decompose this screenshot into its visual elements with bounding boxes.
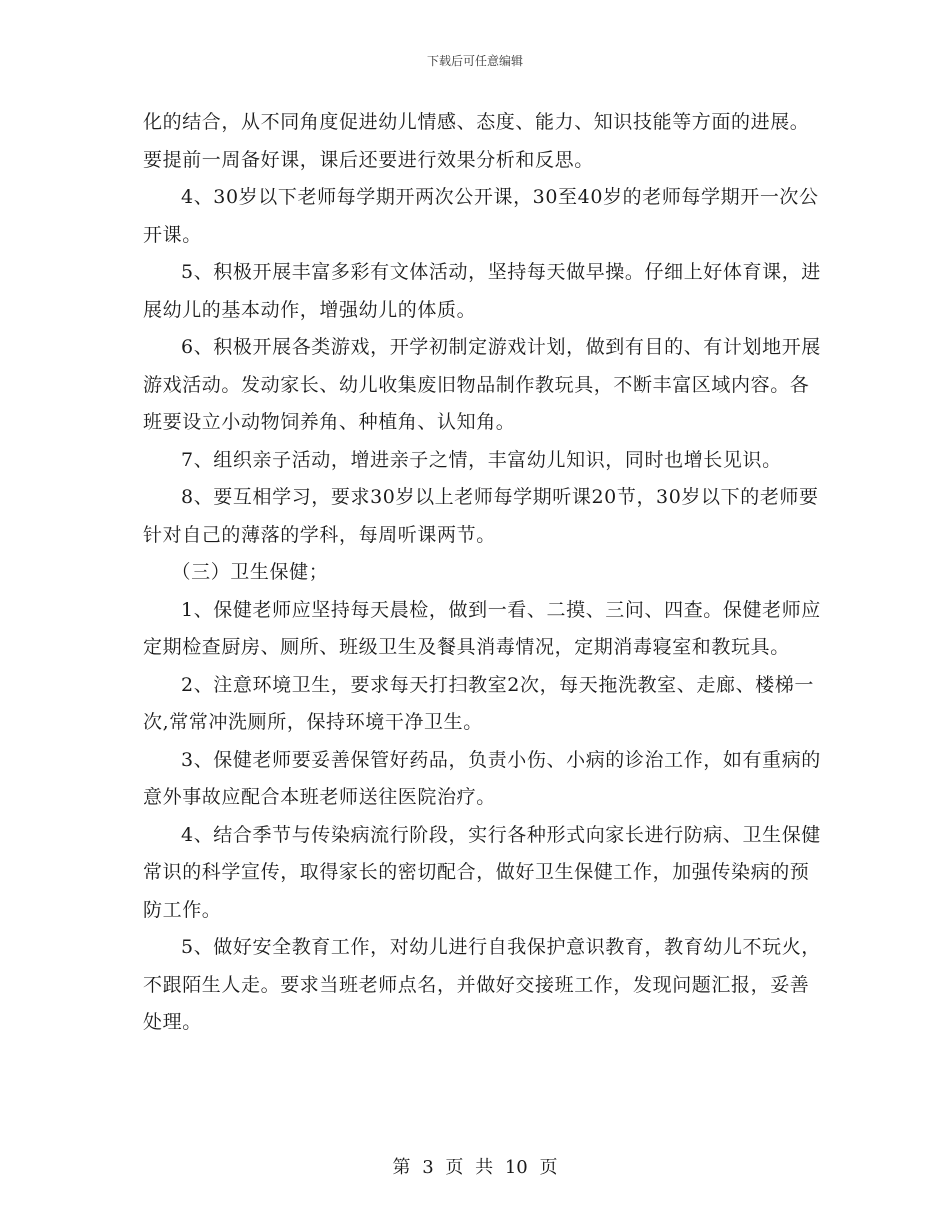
- paragraph-item-4-open-class: 4、30岁以下老师每学期开两次公开课，30至40岁的老师每学期开一次公开课。: [143, 186, 819, 246]
- paragraph-item-6-games: 6、积极开展各类游戏，开学初制定游戏计划，做到有目的、有计划地开展游戏活动。发动家长、幼儿收集废旧物品制作教玩具，不断丰富区域内容。各班要设立小动物饲养角、种植角、认知角。: [143, 336, 821, 433]
- paragraph-health-item-3: 3、保健老师要妥善保管好药品，负责小伤、小病的诊治工作，如有重病的意外事故应配合本班老师送往医院治疗。: [143, 748, 821, 808]
- page-number-footer: 第 3 页 共 10 页: [392, 1157, 558, 1178]
- paragraph-health-item-4: 4、结合季节与传染病流行阶段，实行各种形式向家长进行防病、卫生保健常识的科学宣传，取得家长的密切配合，做好卫生保健工作，加强传染病的预防工作。: [143, 823, 821, 921]
- paragraph-health-item-1: 1、保健老师应坚持每天晨检，做到一看、二摸、三问、四查。保健老师应定期检查厨房、厕所、班级卫生及餐具消毒情况，定期消毒寝室和教玩具。: [143, 598, 821, 658]
- paragraph-item-5-sports: 5、积极开展丰富多彩有文体活动，坚持每天做早操。仔细上好体育课，进展幼儿的基本动作，增强幼儿的体质。: [143, 261, 821, 321]
- page-header: 下载后可任意编辑: [426, 54, 523, 68]
- section-heading-health-care: （三）卫生保健；: [171, 561, 329, 583]
- paragraph-item-7-parent-child: 7、组织亲子活动，增进亲子之情，丰富幼儿知识，同时也增长见识。: [181, 448, 782, 471]
- paragraph-continuation: 化的结合，从不同角度促进幼儿情感、态度、能力、知识技能等方面的进展。要提前一周备好课，课后还要进行效果分析和反思。: [143, 111, 810, 171]
- document-body: [143, 104, 823, 1042]
- paragraph-health-item-2: 2、注意环境卫生，要求每天打扫教室2次，每天拖洗教室、走廊、楼梯一次,常常冲洗厕所，保持环境干净卫生。: [143, 673, 814, 733]
- paragraph-health-item-5: 5、做好安全教育工作，对幼儿进行自我保护意识教育，教育幼儿不玩火，不跟陌生人走。要求当班老师点名，并做好交接班工作，发现问题汇报，妥善处理。: [143, 936, 821, 1033]
- paragraph-item-8-mutual-learning: 8、要互相学习，要求30岁以上老师每学期听课20节，30岁以下的老师要针对自己的薄落的学科，每周听课两节。: [143, 486, 819, 546]
